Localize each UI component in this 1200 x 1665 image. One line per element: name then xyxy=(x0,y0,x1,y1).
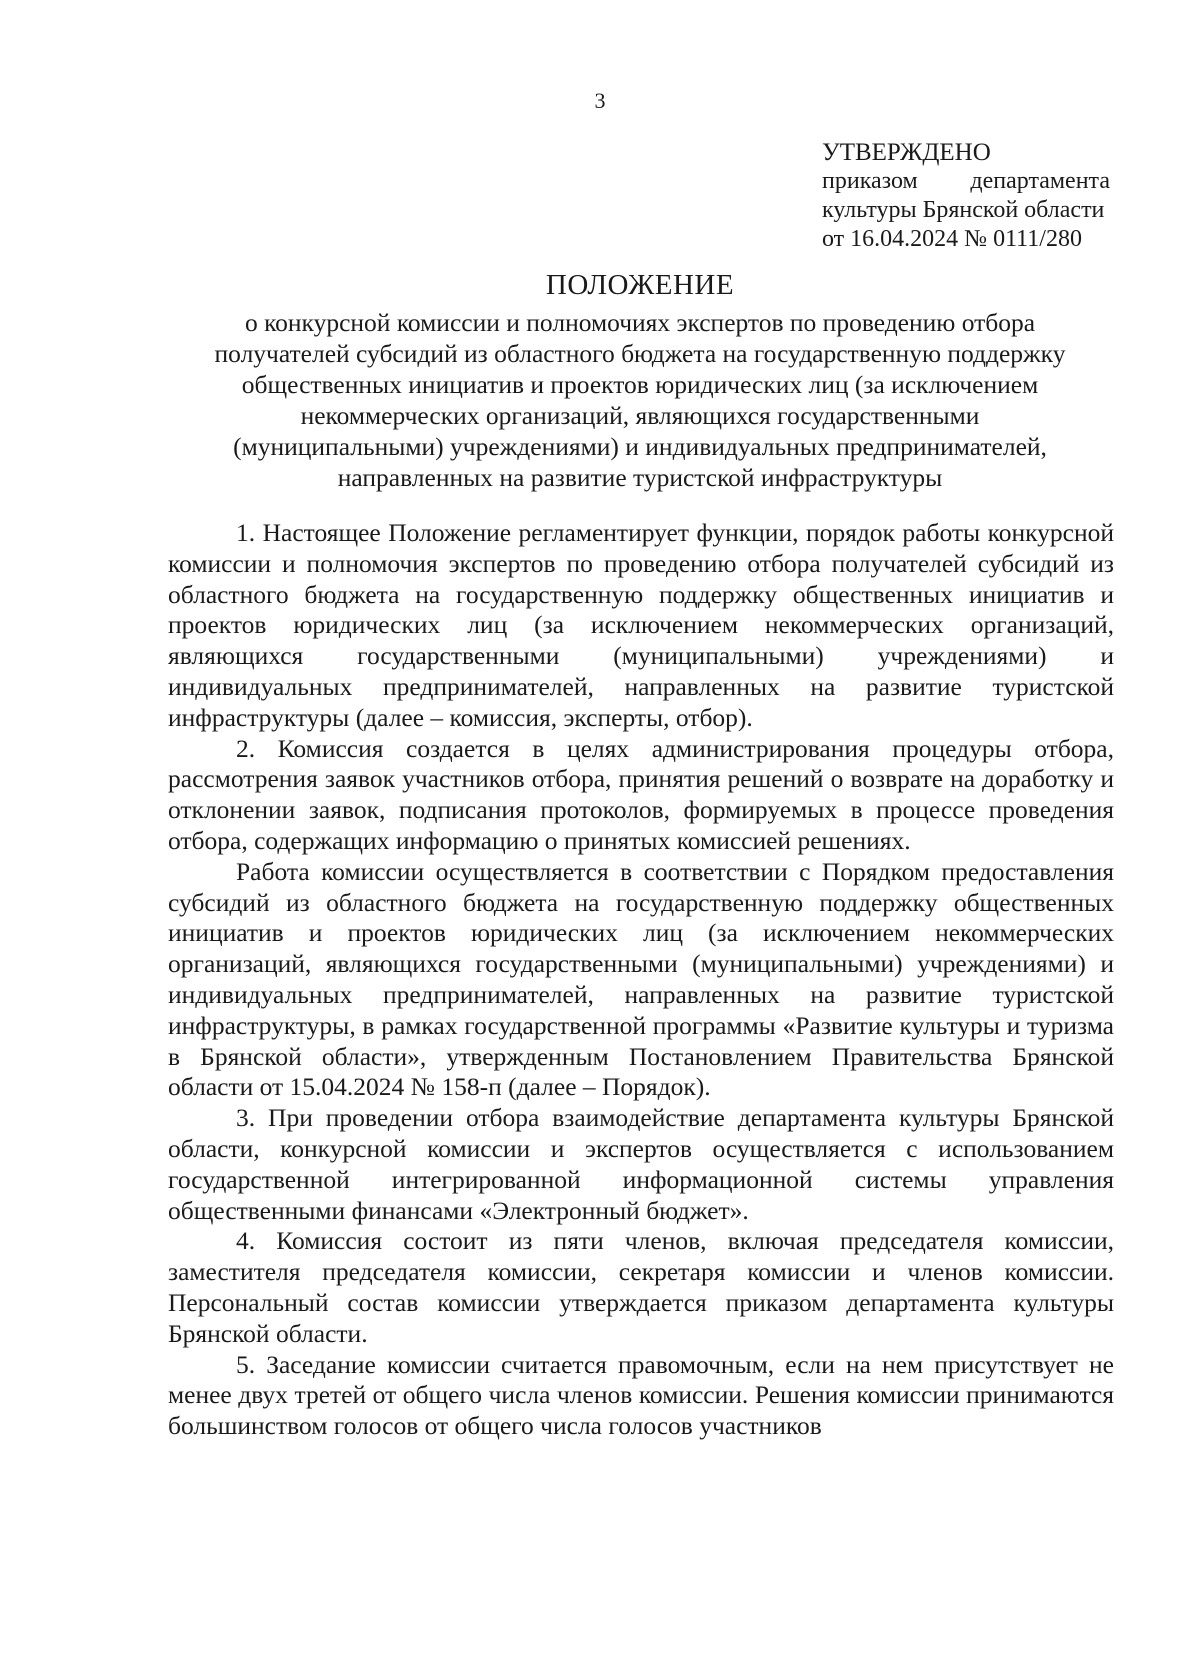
subtitle-line: получателей субсидий из областного бюджета на государственную поддержку xyxy=(214,339,1066,368)
document-body xyxy=(168,518,1114,1442)
paragraph-4: 4. Комиссия состоит из пяти членов, включая председателя комиссии, заместителя председателя комиссии, секретаря комиссии и членов комиссии. Персональный состав комиссии утверждается приказом департамента культуры Брянской области. xyxy=(168,1226,1114,1348)
subtitle-line: некоммерческих организаций, являющихся государственными xyxy=(300,401,980,430)
approval-heading: УТВЕРЖДЕНО xyxy=(822,139,991,166)
approval-line-1: приказом департамента xyxy=(822,168,1110,194)
subtitle-line: общественных инициатив и проектов юридических лиц (за исключением xyxy=(241,370,1039,399)
paragraph-2: 2. Комиссия создается в целях администрирования процедуры отбора, рассмотрения заявок участников отбора, принятия решений о возврате на доработку и отклонении заявок, подписания протоколов, формируемых в процессе проведения отбора, содержащих информацию о принятых комиссией решениях. xyxy=(168,733,1114,855)
paragraph-2-continued: Работа комиссии осуществляется в соответствии с Порядком предоставления субсидий из областного бюджета на государственную поддержку общественных инициатив и проектов юридических лиц (за исключением некоммерческих организаций, являющихся государственными (муниципальными) учреждениями) и индивидуальных предпринимателей, направленных на развитие туристской инфраструктуры, в рамках государственной программы «Развитие культуры и туризма в Брянской области», утвержденным Постановлением Правительства Брянской области от 15.04.2024 № 158-п (далее – Порядок). xyxy=(168,856,1114,1102)
document-subtitle xyxy=(160,307,1120,493)
document-title-block xyxy=(160,265,1120,493)
paragraph-5: 5. Заседание комиссии считается правомочным, если на нем присутствует не менее двух третей от общего числа членов комиссии. Решения комиссии принимаются большинством голосов от общего числа голосов участников xyxy=(168,1349,1114,1441)
page-number: 3 xyxy=(594,88,606,113)
paragraph-3: 3. При проведении отбора взаимодействие департамента культуры Брянской области, конкурсной комиссии и экспертов осуществляется с использованием государственной интегрированной информационной системы управления общественными финансами «Электронный бюджет». xyxy=(168,1103,1114,1225)
subtitle-line: о конкурсной комиссии и полномочиях экспертов по проведению отбора xyxy=(244,308,1036,337)
approval-line-2: культуры Брянской области xyxy=(822,197,1105,223)
approval-line-3: от 16.04.2024 № 0111/280 xyxy=(822,226,1082,252)
subtitle-line: направленных на развитие туристской инфраструктуры xyxy=(337,463,943,492)
paragraph-1: 1. Настоящее Положение регламентирует функции, порядок работы конкурсной комиссии и полномочия экспертов по проведению отбора получателей субсидий из областного бюджета на государственную поддержку общественных инициатив и проектов юридических лиц (за исключением некоммерческих организаций, являющихся государственными (муниципальными) учреждениями) и индивидуальных предпринимателей, направленных на развитие туристской инфраструктуры (далее – комиссия, эксперты, отбор). xyxy=(168,518,1114,732)
document-title: ПОЛОЖЕНИЕ xyxy=(545,269,735,301)
approval-stamp xyxy=(822,138,1110,254)
subtitle-line: (муниципальными) учреждениями) и индивидуальных предпринимателей, xyxy=(233,432,1047,461)
